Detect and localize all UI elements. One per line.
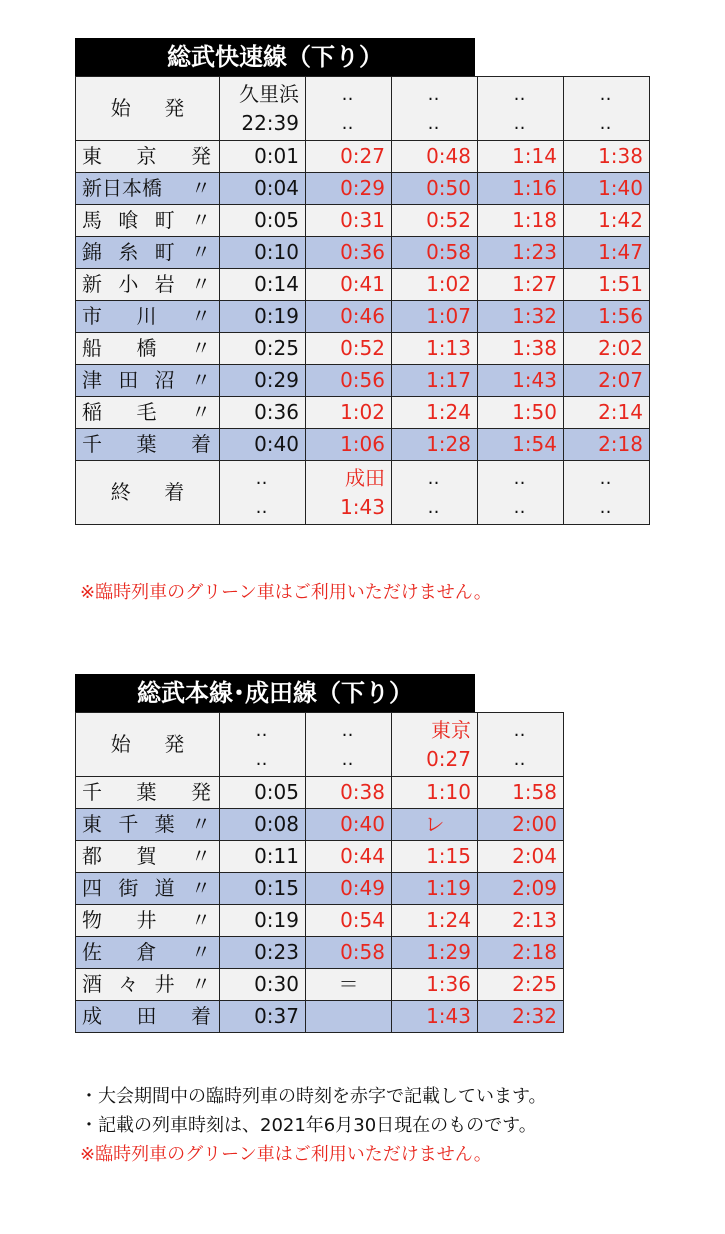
destination-cell (392, 461, 478, 525)
station-mark: 発 (191, 780, 211, 804)
time-cell: 0:01 (220, 141, 306, 173)
time-cell: 0:36 (220, 397, 306, 429)
label-char: 発 (164, 732, 185, 756)
station-mark: 着 (191, 432, 211, 456)
station-char: 酒 (82, 972, 102, 996)
station-char: 市 (82, 304, 102, 328)
time-cell: 0:58 (392, 237, 478, 269)
station-char: 賀 (136, 844, 157, 868)
time-cell: 1:38 (478, 333, 564, 365)
cell-lines (478, 716, 563, 774)
station-char: 新日本橋 (82, 176, 162, 200)
cell-lines (306, 716, 391, 774)
time-cell: 0:29 (306, 173, 392, 205)
time-cell: 0:19 (220, 905, 306, 937)
time-cell: 1:17 (392, 365, 478, 397)
station-mark: 〃 (190, 876, 211, 900)
cell-top: ‥ (341, 83, 356, 105)
cell-top: ‥ (513, 83, 528, 105)
time-cell: 0:38 (306, 777, 392, 809)
table-row (76, 301, 650, 333)
station-cell (76, 429, 220, 461)
station-name (82, 269, 219, 300)
note-line: ※臨時列車のグリーン車はご利用いただけません。 (80, 1144, 492, 1165)
cell-lines (564, 464, 649, 522)
time-cell: 1:58 (478, 777, 564, 809)
station-char: 千 (82, 780, 102, 804)
label-char: 終 (110, 480, 131, 504)
table-row (76, 269, 650, 301)
station-char: 千 (118, 812, 139, 836)
station-name (82, 333, 219, 364)
label-char: 発 (164, 96, 185, 120)
cell-lines (392, 80, 477, 138)
table-row (76, 429, 650, 461)
time-cell: 1:14 (478, 141, 564, 173)
time-cell (306, 1001, 392, 1033)
station-mark: 〃 (191, 176, 211, 200)
cell-lines (220, 716, 305, 774)
time-cell: 0:27 (306, 141, 392, 173)
time-cell: 0:11 (220, 841, 306, 873)
footer-row (76, 461, 650, 525)
cell-lines (306, 464, 391, 522)
cell-top: ‥ (427, 467, 442, 489)
start-label (76, 77, 220, 141)
station-char: 街 (118, 876, 139, 900)
cell-bottom: 1:43 (340, 494, 385, 519)
time-cell: 1:42 (564, 205, 650, 237)
cell-top: ‥ (513, 467, 528, 489)
time-cell: 0:04 (220, 173, 306, 205)
cell-lines (392, 464, 477, 522)
destination-cell (564, 461, 650, 525)
station-name (82, 397, 219, 428)
origin-cell (392, 713, 478, 777)
station-cell (76, 873, 220, 905)
station-name (82, 365, 219, 396)
station-mark: 〃 (190, 972, 211, 996)
station-mark: 〃 (190, 272, 211, 296)
origin-cell (564, 77, 650, 141)
station-name (82, 777, 219, 808)
cell-top: ‥ (255, 719, 270, 741)
cell-bottom: ‥ (513, 748, 528, 770)
station-char: 千 (82, 432, 102, 456)
time-cell: 1:38 (564, 141, 650, 173)
time-cell: 0:58 (306, 937, 392, 969)
time-cell: 0:14 (220, 269, 306, 301)
station-name (82, 205, 219, 236)
time-cell: 0:31 (306, 205, 392, 237)
time-cell: 0:19 (220, 301, 306, 333)
station-char: 田 (136, 1004, 157, 1028)
time-cell: 0:40 (306, 809, 392, 841)
destination-cell (478, 461, 564, 525)
origin-cell (392, 77, 478, 141)
time-cell: 1:02 (392, 269, 478, 301)
station-char: 錦 (82, 240, 102, 264)
time-cell: 0:30 (220, 969, 306, 1001)
time-cell: 0:48 (392, 141, 478, 173)
time-cell: 0:15 (220, 873, 306, 905)
time-cell: 0:54 (306, 905, 392, 937)
station-char: 々 (118, 972, 139, 996)
station-mark: 〃 (191, 336, 211, 360)
timetable-grid (75, 712, 564, 1033)
cell-top: 成田 (345, 465, 385, 490)
time-cell: 0:40 (220, 429, 306, 461)
time-cell: 0:29 (220, 365, 306, 397)
time-cell: 1:18 (478, 205, 564, 237)
note-line: ・記載の列車時刻は、2021年6月30日現在のものです。 (80, 1115, 537, 1136)
cell-bottom: ‥ (599, 112, 614, 134)
start-label (76, 713, 220, 777)
origin-cell (478, 713, 564, 777)
cell-bottom: ‥ (255, 748, 270, 770)
time-cell: 2:18 (564, 429, 650, 461)
time-cell: 0:25 (220, 333, 306, 365)
origin-cell (220, 713, 306, 777)
station-mark: 〃 (191, 400, 211, 424)
time-cell: 1:29 (392, 937, 478, 969)
cell-bottom: ‥ (341, 112, 356, 134)
time-cell: 1:06 (306, 429, 392, 461)
time-cell: 1:36 (392, 969, 478, 1001)
time-cell: 0:05 (220, 205, 306, 237)
station-mark: 〃 (191, 940, 211, 964)
table-title: 総武快速線（下り） (75, 38, 475, 76)
station-name (82, 301, 219, 332)
time-cell: 0:49 (306, 873, 392, 905)
time-cell: 1:13 (392, 333, 478, 365)
station-char: 都 (82, 844, 102, 868)
label-text (76, 729, 219, 760)
end-label (76, 461, 220, 525)
time-cell: 0:52 (392, 205, 478, 237)
cell-lines (564, 80, 649, 138)
station-char: 東 (82, 812, 102, 836)
time-cell: 1:51 (564, 269, 650, 301)
table-row (76, 1001, 564, 1033)
station-cell (76, 841, 220, 873)
cell-bottom: 0:27 (426, 746, 471, 771)
station-name (82, 905, 219, 936)
station-char: 新 (82, 272, 102, 296)
header-row (76, 77, 650, 141)
table-row (76, 173, 650, 205)
cell-lines (392, 716, 477, 774)
station-mark: 〃 (190, 240, 211, 264)
station-char: 糸 (118, 240, 139, 264)
time-cell: 1:07 (392, 301, 478, 333)
time-cell: 2:00 (478, 809, 564, 841)
table-row (76, 365, 650, 397)
time-cell: 2:09 (478, 873, 564, 905)
cell-lines (306, 80, 391, 138)
table-row (76, 873, 564, 905)
station-cell (76, 141, 220, 173)
station-name (82, 873, 219, 904)
label-char: 始 (110, 732, 131, 756)
time-cell: 1:40 (564, 173, 650, 205)
time-cell: 1:56 (564, 301, 650, 333)
time-cell: 1:28 (392, 429, 478, 461)
time-cell: 2:02 (564, 333, 650, 365)
cell-lines (478, 464, 563, 522)
table-row (76, 809, 564, 841)
station-char: 東 (82, 144, 102, 168)
station-name (82, 141, 219, 172)
time-cell: 2:07 (564, 365, 650, 397)
station-cell (76, 397, 220, 429)
cell-top: ‥ (599, 83, 614, 105)
origin-cell (478, 77, 564, 141)
time-cell: 2:14 (564, 397, 650, 429)
cell-bottom: ‥ (599, 496, 614, 518)
time-cell: 2:04 (478, 841, 564, 873)
time-cell: 1:43 (392, 1001, 478, 1033)
time-cell: 1:10 (392, 777, 478, 809)
cell-bottom: ‥ (427, 112, 442, 134)
time-cell: 0:56 (306, 365, 392, 397)
station-cell (76, 333, 220, 365)
time-cell: 0:23 (220, 937, 306, 969)
station-name (82, 429, 219, 460)
table-row (76, 841, 564, 873)
time-cell: 0:05 (220, 777, 306, 809)
time-cell: 1:50 (478, 397, 564, 429)
origin-cell (220, 77, 306, 141)
station-cell (76, 205, 220, 237)
time-cell: 1:19 (392, 873, 478, 905)
station-name (82, 809, 219, 840)
station-cell (76, 809, 220, 841)
table-row (76, 205, 650, 237)
station-char: 葉 (136, 780, 157, 804)
time-cell: 0:41 (306, 269, 392, 301)
time-cell: 2:18 (478, 937, 564, 969)
station-mark: 〃 (191, 304, 211, 328)
table-row (76, 905, 564, 937)
station-char: 川 (136, 304, 157, 328)
cell-lines (478, 80, 563, 138)
time-cell: 1:47 (564, 237, 650, 269)
station-cell (76, 905, 220, 937)
cell-bottom: ‥ (341, 748, 356, 770)
time-cell: ＝ (306, 969, 392, 1001)
station-mark: 〃 (190, 368, 211, 392)
station-cell (76, 937, 220, 969)
time-cell: 0:44 (306, 841, 392, 873)
station-char: 岩 (154, 272, 175, 296)
station-cell (76, 777, 220, 809)
time-cell: 1:16 (478, 173, 564, 205)
station-char: 船 (82, 336, 102, 360)
time-cell: 1:23 (478, 237, 564, 269)
station-char: 井 (136, 908, 157, 932)
origin-cell (306, 713, 392, 777)
header-row (76, 713, 564, 777)
station-char: 京 (136, 144, 157, 168)
timetable-grid (75, 76, 650, 525)
time-cell: 1:43 (478, 365, 564, 397)
station-char: 佐 (82, 940, 102, 964)
station-mark: 〃 (190, 812, 211, 836)
time-cell: 1:02 (306, 397, 392, 429)
time-cell: 0:08 (220, 809, 306, 841)
cell-lines (220, 80, 305, 138)
cell-top: ‥ (341, 719, 356, 741)
station-char: 稲 (82, 400, 102, 424)
station-char: 町 (154, 208, 175, 232)
station-char: 四 (82, 876, 102, 900)
station-char: 沼 (154, 368, 175, 392)
cell-top: ‥ (599, 467, 614, 489)
label-text (76, 93, 219, 124)
station-char: 井 (154, 972, 175, 996)
destination-cell (220, 461, 306, 525)
time-cell: 1:15 (392, 841, 478, 873)
green-car-note: ※臨時列車のグリーン車はご利用いただけません。 (80, 582, 492, 603)
station-char: 物 (82, 908, 102, 932)
timetable-sobu-narita (75, 674, 564, 1033)
label-char: 着 (164, 480, 185, 504)
station-cell (76, 269, 220, 301)
cell-bottom: ‥ (513, 112, 528, 134)
station-name (82, 173, 219, 204)
time-cell: 0:10 (220, 237, 306, 269)
time-cell: 1:32 (478, 301, 564, 333)
station-name (82, 841, 219, 872)
label-char: 始 (110, 96, 131, 120)
station-char: 葉 (136, 432, 157, 456)
station-char: 小 (118, 272, 139, 296)
time-cell: 1:54 (478, 429, 564, 461)
station-char: 町 (154, 240, 175, 264)
destination-cell (306, 461, 392, 525)
station-mark: 着 (191, 1004, 211, 1028)
cell-top: ‥ (255, 467, 270, 489)
station-name (82, 969, 219, 1000)
table-row (76, 333, 650, 365)
time-cell: 0:46 (306, 301, 392, 333)
time-cell: 0:36 (306, 237, 392, 269)
time-cell: 0:37 (220, 1001, 306, 1033)
station-char: 津 (82, 368, 102, 392)
station-char: 倉 (136, 940, 157, 964)
cell-bottom: ‥ (255, 496, 270, 518)
note-line: ・大会期間中の臨時列車の時刻を赤字で記載しています。 (80, 1086, 547, 1107)
station-mark: 発 (191, 144, 211, 168)
time-cell: 1:24 (392, 905, 478, 937)
timetable-sobu-rapid (75, 38, 650, 525)
table-title: 総武本線･成田線（下り） (75, 674, 475, 712)
origin-cell (306, 77, 392, 141)
station-char: 喰 (118, 208, 139, 232)
time-cell: 2:32 (478, 1001, 564, 1033)
table-row (76, 969, 564, 1001)
station-cell (76, 1001, 220, 1033)
station-cell (76, 365, 220, 397)
station-char: 橋 (136, 336, 157, 360)
cell-bottom: ‥ (513, 496, 528, 518)
cell-top: 久里浜 (239, 81, 299, 106)
cell-top: 東京 (431, 717, 471, 742)
time-cell: 0:50 (392, 173, 478, 205)
table-row (76, 141, 650, 173)
time-cell: レ (392, 809, 478, 841)
time-cell: 1:24 (392, 397, 478, 429)
cell-bottom: ‥ (427, 496, 442, 518)
station-mark: 〃 (191, 844, 211, 868)
station-char: 道 (154, 876, 175, 900)
station-name (82, 237, 219, 268)
table-row (76, 397, 650, 429)
table-row (76, 937, 564, 969)
station-mark: 〃 (190, 208, 211, 232)
station-char: 田 (118, 368, 139, 392)
label-text (76, 477, 219, 508)
station-mark: 〃 (191, 908, 211, 932)
station-cell (76, 237, 220, 269)
time-cell: 0:52 (306, 333, 392, 365)
time-cell: 2:13 (478, 905, 564, 937)
station-cell (76, 969, 220, 1001)
time-cell: 2:25 (478, 969, 564, 1001)
station-cell (76, 173, 220, 205)
station-char: 毛 (136, 400, 157, 424)
station-name (82, 937, 219, 968)
station-name (82, 1001, 219, 1032)
table-row (76, 237, 650, 269)
station-char: 葉 (154, 812, 175, 836)
cell-top: ‥ (513, 719, 528, 741)
time-cell: 1:27 (478, 269, 564, 301)
station-cell (76, 301, 220, 333)
cell-bottom: 22:39 (241, 110, 299, 135)
cell-lines (220, 464, 305, 522)
station-char: 馬 (82, 208, 102, 232)
cell-top: ‥ (427, 83, 442, 105)
table-row (76, 777, 564, 809)
station-char: 成 (82, 1004, 102, 1028)
